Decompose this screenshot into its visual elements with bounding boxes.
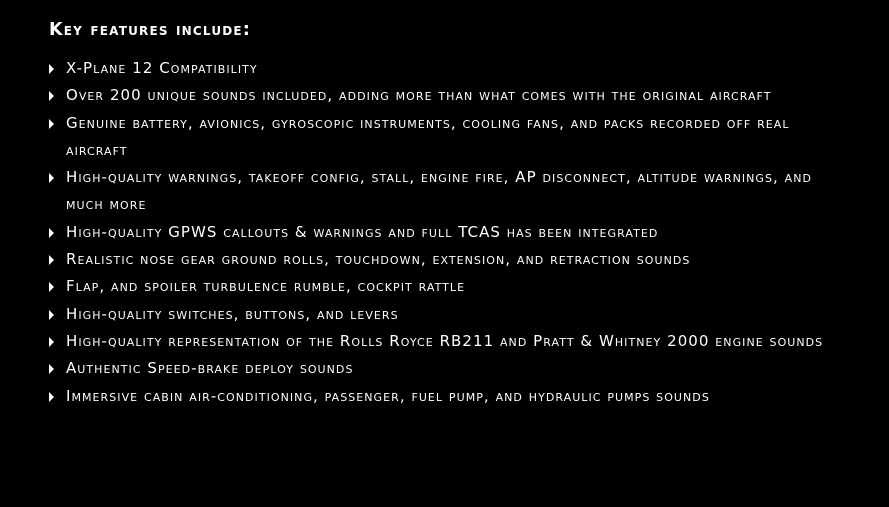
list-item [49, 246, 849, 273]
feature-text: High-quality switches, buttons, and levers [66, 304, 399, 323]
feature-text: High-quality GPWS callouts & warnings and full TCAS has been integrated [66, 222, 659, 241]
triangle-right-icon [49, 91, 54, 101]
feature-text: Authentic Speed-brake deploy sounds [66, 359, 354, 378]
list-item [49, 383, 849, 410]
triangle-right-icon [49, 310, 54, 320]
list-item [49, 301, 849, 328]
feature-list [49, 55, 849, 410]
triangle-right-icon [49, 119, 54, 129]
feature-text: Immersive cabin air-conditioning, passenger, fuel pump, and hydraulic pumps sounds [66, 386, 710, 405]
feature-text: X-Plane 12 Compatibility [66, 59, 258, 77]
feature-text: Over 200 unique sounds included, adding more than what comes with the original aircraft [66, 86, 772, 105]
list-item [49, 110, 849, 165]
feature-text: Flap, and spoiler turbulence rumble, cockpit rattle [66, 277, 466, 296]
list-item [49, 273, 849, 300]
triangle-right-icon [49, 337, 54, 347]
triangle-right-icon [49, 173, 54, 183]
list-item [49, 55, 849, 82]
feature-text: High-quality warnings, takeoff config, stall, engine fire, AP disconnect, altitude warnings, and much more [66, 168, 813, 214]
list-item [49, 164, 849, 219]
feature-text: Genuine battery, avionics, gyroscopic instruments, cooling fans, and packs recorded off real aircraft [66, 113, 790, 159]
triangle-right-icon [49, 228, 54, 238]
triangle-right-icon [49, 392, 54, 402]
list-item [49, 219, 849, 246]
list-item [49, 82, 849, 109]
triangle-right-icon [49, 255, 54, 265]
triangle-right-icon [49, 282, 54, 292]
list-item [49, 328, 849, 355]
list-item [49, 355, 849, 382]
section-heading: Key features include: [49, 20, 252, 40]
feature-text: High-quality representation of the Rolls Royce RB211 and Pratt & Whitney 2000 engine sounds [66, 331, 824, 350]
triangle-right-icon [49, 64, 54, 74]
feature-text: Realistic nose gear ground rolls, touchdown, extension, and retraction sounds [66, 250, 691, 269]
triangle-right-icon [49, 364, 54, 374]
